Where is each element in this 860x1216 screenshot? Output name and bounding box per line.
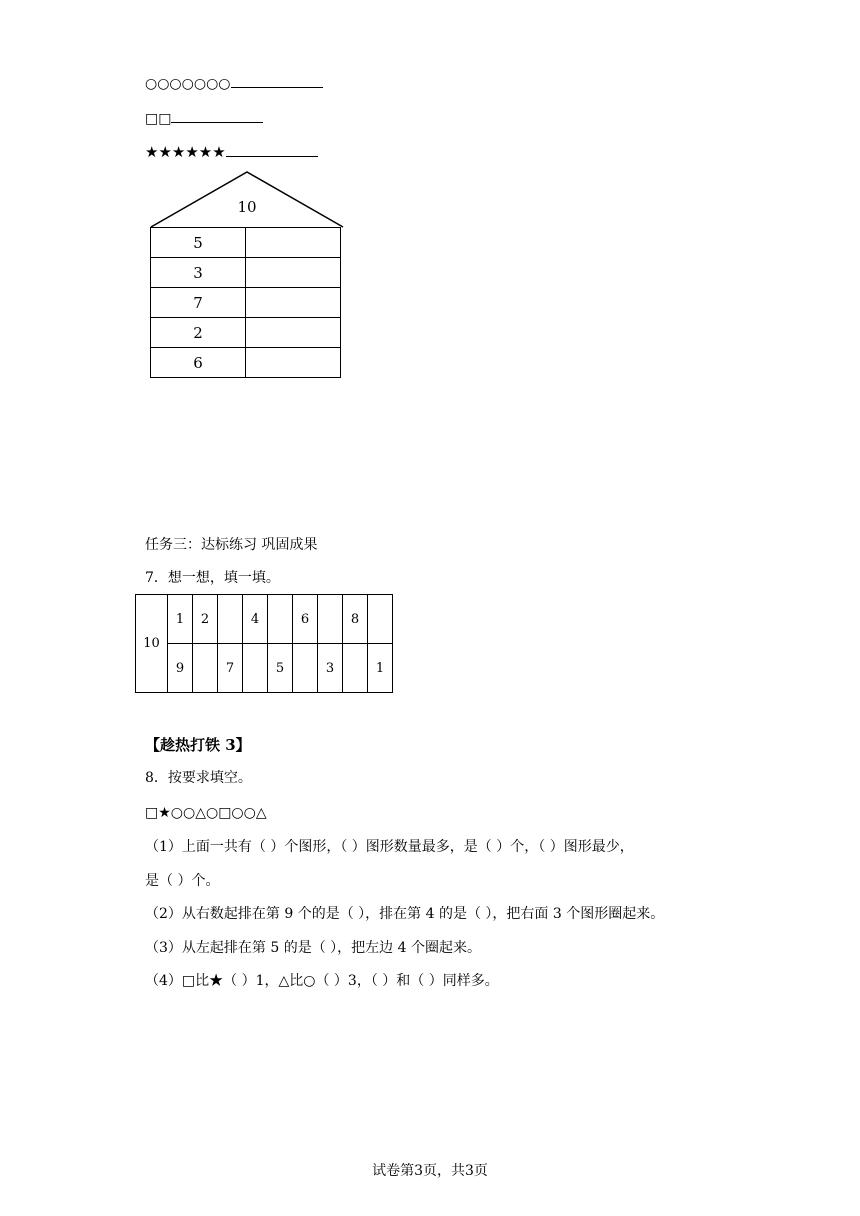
bottom-cell[interactable] (293, 644, 318, 693)
answer-blank[interactable] (231, 75, 323, 88)
house-blank[interactable] (246, 288, 341, 318)
house-table (150, 227, 341, 378)
table-row (151, 288, 341, 318)
circles-row (145, 75, 323, 93)
circles-label: ○○○○○○○ (145, 76, 231, 92)
house-value: 6 (151, 348, 246, 378)
house-blank[interactable] (246, 258, 341, 288)
top-cell[interactable] (318, 595, 343, 644)
bottom-cell: 9 (168, 644, 193, 693)
section-three-heading: 任务三：达标练习 巩固成果 (145, 537, 318, 553)
house-value: 2 (151, 318, 246, 348)
page-footer: 试卷第3页，共3页 (372, 1163, 488, 1179)
q8-part1a: （1）上面一共有（ ）个图形，（ ）图形数量最多，是（ ）个，（ ）图形最少， (145, 839, 634, 855)
table-row (151, 258, 341, 288)
bottom-cell[interactable] (193, 644, 218, 693)
house-blank[interactable] (246, 228, 341, 258)
table-row (151, 228, 341, 258)
q8-shapes: □★○○△○□○○△ (145, 805, 267, 821)
q8-part1b: 是（ ）个。 (145, 873, 220, 889)
q8-part3: （3）从左起排在第 5 的是（ ），把左边 4 个圈起来。 (145, 940, 481, 956)
practice-heading: 【趁热打铁 3】 (145, 736, 251, 754)
squares-row (145, 110, 263, 128)
table-row (136, 644, 393, 693)
stars-label: ★★★★★★ (145, 143, 226, 161)
number-house (150, 170, 344, 386)
q8-part2: （2）从右数起排在第 9 个的是（ ），排在第 4 的是（ ），把右面 3 个图形圈起来。 (145, 906, 665, 922)
bottom-cell: 5 (268, 644, 293, 693)
house-value: 3 (151, 258, 246, 288)
stars-row (145, 143, 318, 161)
top-cell: 8 (343, 595, 368, 644)
house-value: 7 (151, 288, 246, 318)
top-cell: 6 (293, 595, 318, 644)
decomposition-table (135, 594, 393, 693)
top-cell[interactable] (268, 595, 293, 644)
bottom-cell: 7 (218, 644, 243, 693)
q8-part4: （4）□比★（ ）1，△比○（ ）3，（ ）和（ ）同样多。 (145, 973, 499, 989)
house-blank[interactable] (246, 318, 341, 348)
top-cell[interactable] (368, 595, 393, 644)
bottom-cell: 3 (318, 644, 343, 693)
house-blank[interactable] (246, 348, 341, 378)
bottom-cell[interactable] (243, 644, 268, 693)
squares-label: □□ (145, 111, 172, 127)
q8-title: 8．按要求填空。 (145, 770, 252, 786)
table-row (151, 348, 341, 378)
top-cell[interactable] (218, 595, 243, 644)
house-value: 5 (151, 228, 246, 258)
top-cell: 4 (243, 595, 268, 644)
table-row (136, 595, 393, 644)
house-roof-number: 10 (237, 198, 257, 216)
top-cell: 2 (193, 595, 218, 644)
q7-title: 7．想一想，填一填。 (145, 570, 280, 586)
answer-blank[interactable] (226, 144, 318, 157)
decomposition-total: 10 (136, 595, 168, 693)
bottom-cell: 1 (368, 644, 393, 693)
table-row (151, 318, 341, 348)
answer-blank[interactable] (171, 110, 263, 123)
top-cell: 1 (168, 595, 193, 644)
bottom-cell[interactable] (343, 644, 368, 693)
